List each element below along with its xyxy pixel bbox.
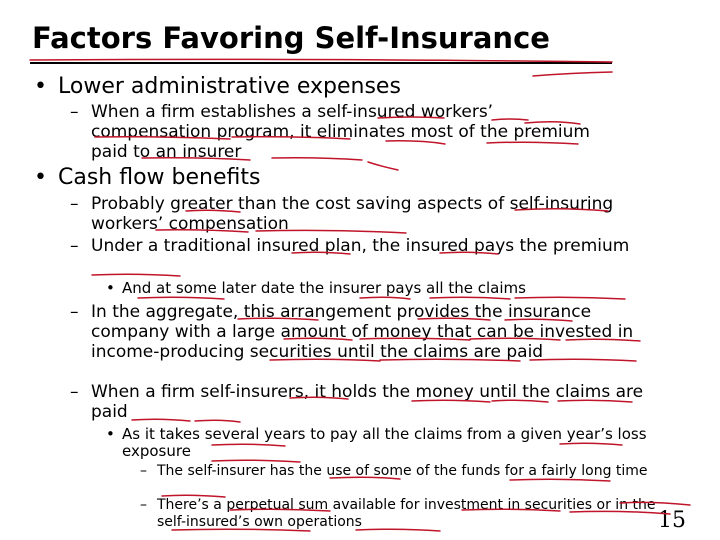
ink-underline — [368, 162, 398, 170]
dash-marker: – — [70, 102, 79, 122]
bullet-lower-admin-expenses — [34, 73, 401, 100]
title-underline — [30, 62, 612, 64]
ink-underline — [360, 297, 410, 299]
ink-underline — [92, 274, 180, 276]
subsub-several-years — [106, 426, 662, 460]
dash-marker: – — [70, 382, 79, 402]
subbullet-probably-greater — [70, 194, 636, 234]
ink-underline — [515, 297, 625, 299]
bullet-text: In the aggregate, this arrangement provides the insurance company with a large amount of money that can be invested in income-producing securities until the claims are paid — [91, 302, 634, 362]
dash-marker: – — [140, 497, 147, 513]
bullet-text: Under a traditional insured plan, the insured pays the premium — [91, 236, 630, 256]
bullet-text: As it takes several years to pay all the claims from a given year’s loss exposure — [122, 425, 647, 460]
level4-perpetual-sum — [140, 497, 680, 530]
bullet-text: The self-insurer has the use of some of the funds for a fairly long time — [157, 463, 648, 479]
bullet-text: And at some later date the insurer pays all the claims — [122, 279, 526, 297]
level4-use-of-funds — [140, 463, 660, 480]
page-number: 15 — [658, 508, 686, 533]
dash-marker: – — [70, 302, 79, 322]
bullet-marker: • — [106, 279, 115, 297]
slide-title: Factors Favoring Self-Insurance — [32, 21, 550, 55]
bullet-text: There’s a perpetual sum available for investment in securities or in the self-insured’s own operations — [157, 497, 656, 530]
bullet-text: Lower administrative expenses — [58, 74, 401, 99]
ink-underline — [212, 460, 300, 462]
bullet-marker: • — [34, 74, 47, 99]
subbullet-aggregate-arrangement — [70, 302, 660, 362]
subbullet-self-insurer-holds — [70, 382, 650, 422]
ink-underline — [138, 297, 224, 299]
dash-marker: – — [140, 463, 147, 479]
dash-marker: – — [70, 194, 79, 214]
bullet-text: When a firm establishes a self-insured workers’ compensation program, it eliminates most of the premium paid to an insurer — [91, 102, 590, 162]
dash-marker: – — [70, 236, 79, 256]
bullet-text: Probably greater than the cost saving aspects of self-insuring workers’ compensation — [91, 194, 614, 234]
ink-underline — [533, 72, 612, 76]
bullet-text: Cash flow benefits — [58, 165, 261, 190]
bullet-text: When a firm self-insurers, it holds the money until the claims are paid — [91, 382, 644, 422]
subbullet-traditional-plan — [70, 236, 642, 256]
ink-underline — [430, 297, 510, 299]
bullet-cash-flow-benefits — [34, 164, 260, 191]
subbullet-self-insured-program — [70, 102, 590, 162]
bullet-marker: • — [106, 425, 115, 443]
subsub-insurer-pays-claims — [106, 280, 646, 297]
bullet-marker: • — [34, 165, 47, 190]
